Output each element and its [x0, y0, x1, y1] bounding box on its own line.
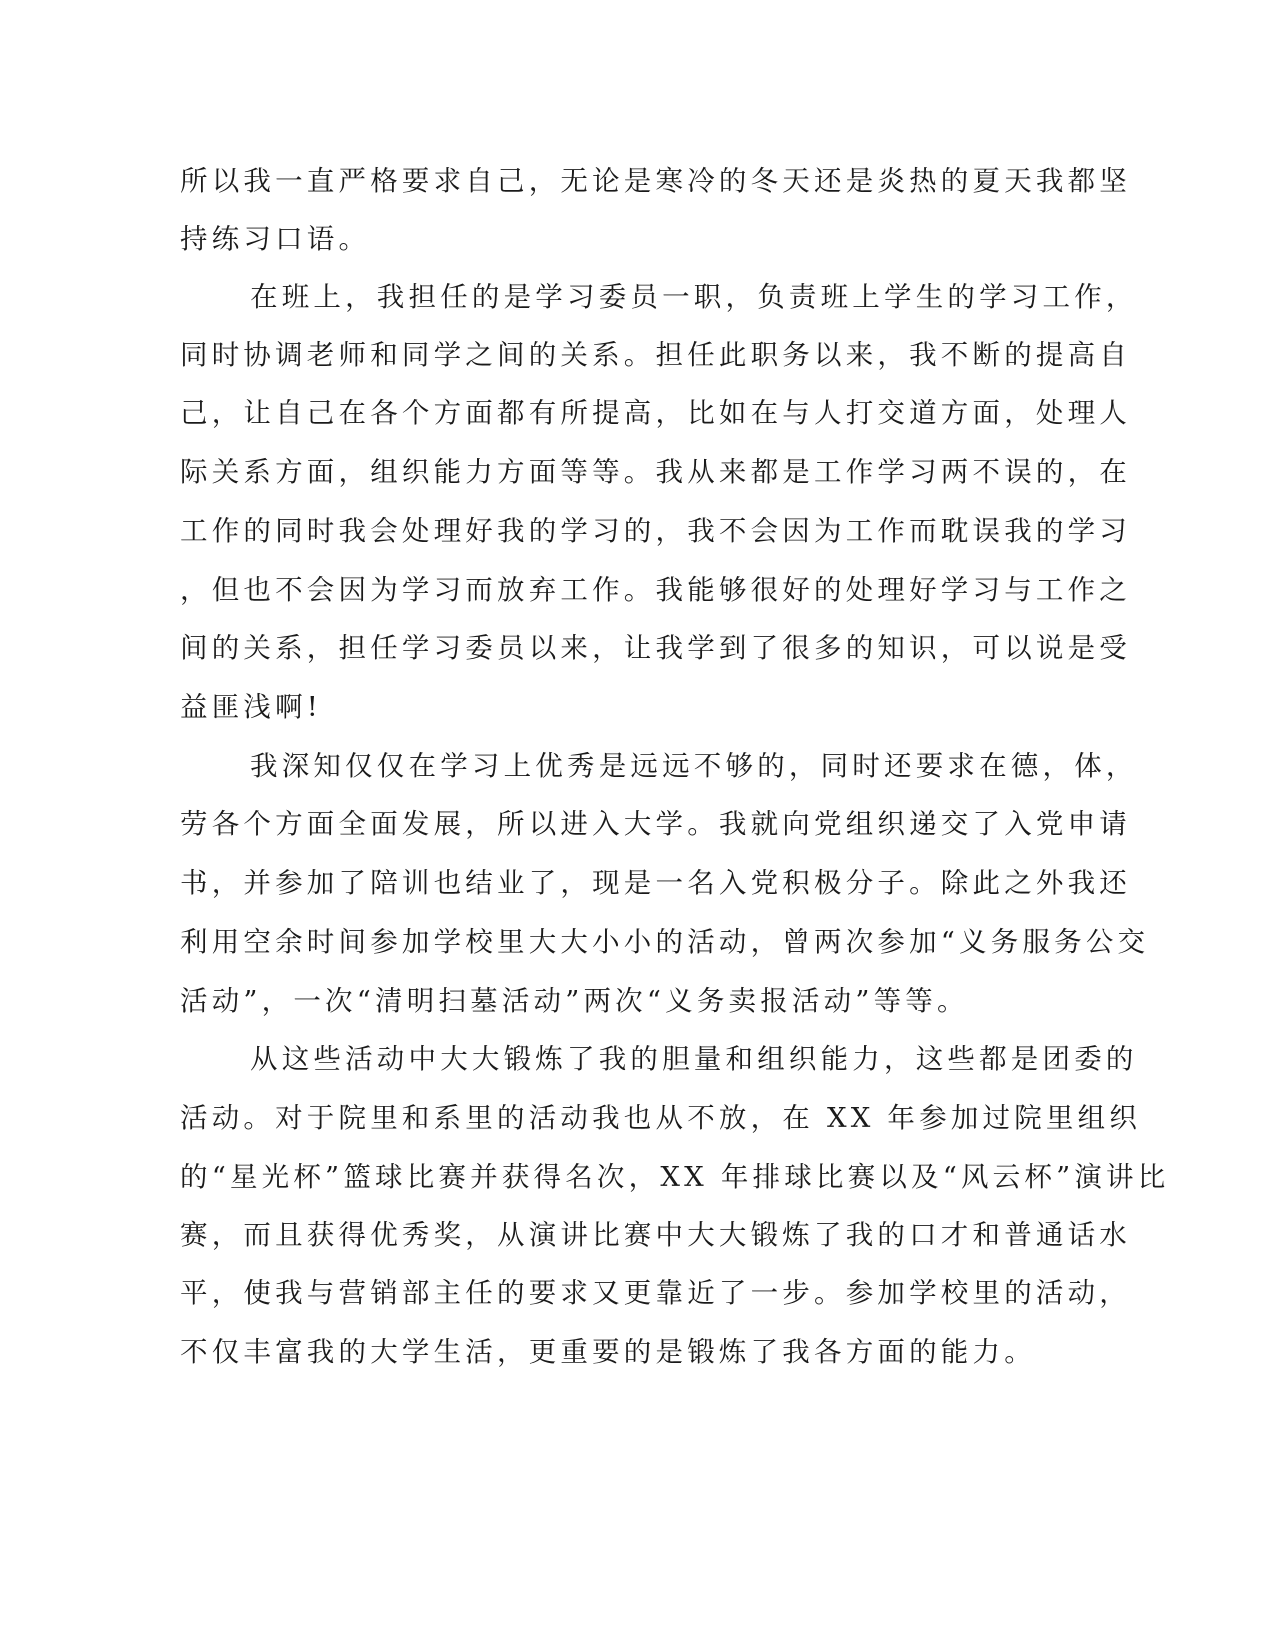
paragraph-first-line: 我深知仅仅在学习上优秀是远远不够的，同时还要求在德，体， [250, 750, 1138, 782]
text-line: 际关系方面，组织能力方面等等。我从来都是工作学习两不误的，在 [180, 456, 1131, 488]
text-line: 间的关系，担任学习委员以来，让我学到了很多的知识，可以说是受 [180, 632, 1131, 664]
text-line: 益匪浅啊! [180, 691, 323, 723]
text-line: 利用空余时间参加学校里大大小小的活动，曾两次参加“义务服务公交 [180, 926, 1150, 958]
text-line: 持练习口语。 [180, 223, 371, 255]
text-line: 平，使我与营销部主任的要求又更靠近了一步。参加学校里的活动， [180, 1277, 1131, 1309]
paragraph-first-line: 从这些活动中大大锻炼了我的胆量和组织能力，这些都是团委的 [250, 1043, 1138, 1075]
text-line: 活动”，一次“清明扫墓活动”两次“义务卖报活动”等等。 [180, 985, 969, 1017]
text-line: 活动。对于院里和系里的活动我也从不放，在 XX 年参加过院里组织 [180, 1102, 1142, 1134]
text-line: 劳各个方面全面发展，所以进入大学。我就向党组织递交了入党申请 [180, 808, 1131, 840]
paragraph-first-line: 在班上，我担任的是学习委员一职，负责班上学生的学习工作， [250, 281, 1138, 313]
text-line: 工作的同时我会处理好我的学习的，我不会因为工作而耽误我的学习 [180, 515, 1131, 547]
text-line: 己，让自己在各个方面都有所提高，比如在与人打交道方面，处理人 [180, 397, 1131, 429]
text-line: 书，并参加了陪训也结业了，现是一名入党积极分子。除此之外我还 [180, 867, 1131, 899]
text-line: ，但也不会因为学习而放弃工作。我能够很好的处理好学习与工作之 [180, 574, 1131, 606]
text-line: 的“星光杯”篮球比赛并获得名次，XX 年排球比赛以及“风云杯”演讲比 [180, 1161, 1170, 1193]
text-line: 所以我一直严格要求自己，无论是寒冷的冬天还是炎热的夏天我都坚 [180, 165, 1131, 197]
text-line: 同时协调老师和同学之间的关系。担任此职务以来，我不断的提高自 [180, 339, 1131, 371]
text-line: 赛，而且获得优秀奖，从演讲比赛中大大锻炼了我的口才和普通话水 [180, 1219, 1131, 1251]
text-line: 不仅丰富我的大学生活，更重要的是锻炼了我各方面的能力。 [180, 1336, 1036, 1368]
